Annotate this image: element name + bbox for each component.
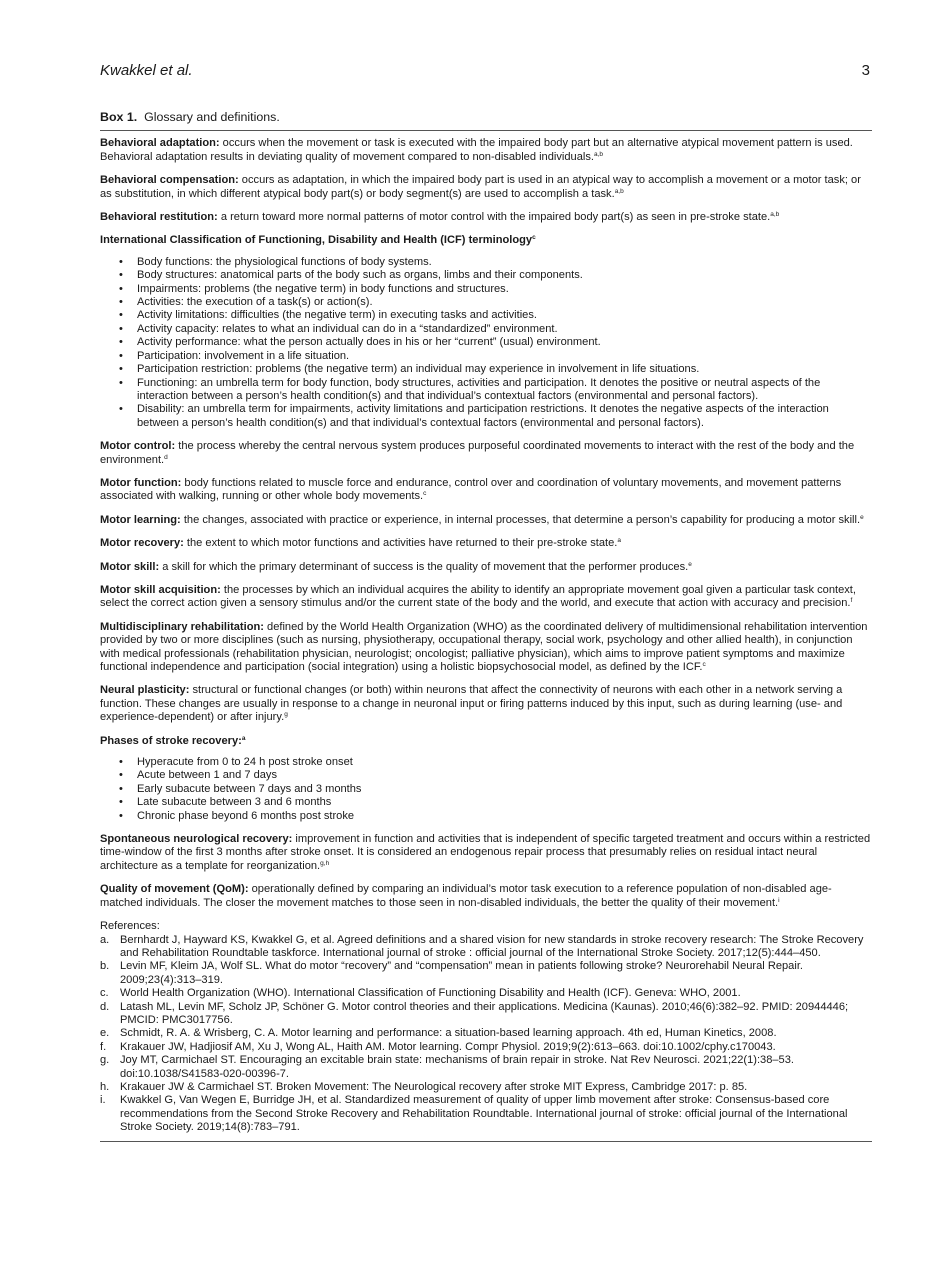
glossary-term: Multidisciplinary rehabilitation: (100, 620, 264, 633)
box-top-rule (100, 130, 872, 131)
glossary-definition: the changes, associated with practice or experience, in internal processes, that determine a person’s capability for producing a motor skill. (180, 513, 861, 526)
phases-list (100, 756, 872, 823)
phases-heading-citation: a (241, 734, 246, 742)
box-label: Box 1. (100, 110, 138, 124)
references-list (100, 934, 872, 1135)
glossary-entry (100, 561, 872, 574)
glossary-definition: body functions related to muscle force and endurance, control over and coordination of voluntary movements, and movement patterns associated with walking, running or other whole body movements. (100, 476, 842, 503)
icf-list-item: • Activity capacity: relates to what an individual can do in a “standardized” environment. (137, 323, 872, 336)
glossary-term: Motor control: (100, 440, 176, 453)
glossary-term: Quality of movement (QoM): (100, 883, 249, 896)
reference-letter: a. (100, 933, 110, 946)
icf-list-item: • Body functions: the physiological functions of body systems. (137, 256, 872, 269)
icf-list-item: • Activities: the execution of a task(s) or action(s). (137, 296, 872, 309)
references-heading: References: (100, 920, 160, 933)
citation-marker: g (284, 711, 288, 719)
glossary-definition: defined by the World Health Organization (WHO) as the coordinated delivery of multidimensional rehabilitation intervention provided by two or more disciplines (such as nursing, physiotherapy, occupational therapy, social work, psychology and other allied health), in conjunction with medical professionals (rehabilitation physician, neurologist; oncologist; palliative physician), which aims to improve patient symptoms and maximize functional independence and participation (social integration) using a holistic biopsychosocial model, as defined by the ICF. (100, 620, 868, 673)
reference-item (100, 960, 872, 987)
reference-text: Schmidt, R. A. & Wrisberg, C. A. Motor learning and performance: a situation-based learning approach. 4th ed, Human Kinetics, 2008. (120, 1027, 777, 1040)
glossary-entry (100, 211, 872, 224)
glossary-entries-mid (100, 440, 872, 725)
icf-list-item: • Participation restriction: problems (the negative term) an individual may experience in involvement in life situations. (137, 363, 872, 376)
glossary-entry (100, 537, 872, 550)
reference-text: Krakauer JW, Hadjiosif AM, Xu J, Wong AL, Haith AM. Motor learning. Compr Physiol. 2019;9(2):613–663. doi:10.1002/cphy.c170043. (120, 1040, 776, 1053)
reference-text: Bernhardt J, Hayward KS, Kwakkel G, et al. Agreed definitions and a shared vision for new standards in stroke recovery research: The Stroke Recovery and Rehabilitation Roundtable taskforce. International journal of stroke : official journal of the International Stroke Society. 2017;12(5):444–450. (120, 933, 864, 959)
icf-heading (100, 234, 872, 247)
glossary-definition: operationally defined by comparing an individual’s motor task execution to a reference population of non-disabled age-matched individuals. The closer the movement matches to those seen in non-disabled individuals, the better the quality of their movement. (100, 883, 832, 909)
glossary-definition: the process whereby the central nervous system produces purposeful coordinated movements to interact with the rest of the body and the environment. (100, 440, 855, 466)
reference-letter: c. (100, 987, 109, 1000)
box-bottom-rule (100, 1141, 872, 1142)
glossary-entry (100, 684, 872, 724)
phases-heading (100, 735, 872, 748)
glossary-definition: structural or functional changes (or both) within neurons that affect the connectivity of neurons with each other in a network serving a function. These changes are usually in response to a change in neuronal input or firing patterns induced by this input, such as during learning (use- and experience-dependent) or after injury. (100, 684, 843, 724)
citation-marker: i (778, 896, 780, 904)
glossary-entries-bottom (100, 833, 872, 910)
reference-item (100, 1054, 872, 1081)
icf-list-item: • Disability: an umbrella term for impairments, activity limitations and participation restrictions. It denotes the negative aspects of the interaction between a person’s health condition(s) and that individual’s contextual factors (environmental and personal factors). (137, 403, 872, 430)
running-header (100, 62, 870, 82)
phase-list-item: • Chronic phase beyond 6 months post stroke (137, 810, 872, 823)
citation-marker: c (423, 490, 427, 498)
glossary-entry (100, 584, 872, 611)
reference-letter: h. (100, 1080, 110, 1093)
citation-marker: c (702, 661, 706, 668)
glossary-term: Motor skill acquisition: (100, 583, 221, 596)
glossary-definition: the extent to which motor functions and activities have returned to their pre-stroke state. (183, 537, 618, 550)
reference-letter: i. (100, 1094, 106, 1107)
phase-list-item: • Hyperacute from 0 to 24 h post stroke onset (137, 756, 872, 769)
glossary-definition: a skill for which the primary determinant of success is the quality of movement that the performer produces. (159, 560, 689, 573)
reference-letter: b. (100, 960, 110, 973)
glossary-definition: improvement in function and activities that is independent of specific targeted treatment and occurs within a restricted time-window of the first 3 months after stroke onset. It is considered an endogenous repair process that presumably relies on residual intact neural architecture as a template for reorganization. (100, 833, 871, 872)
reference-letter: g. (100, 1054, 110, 1067)
citation-marker: g,h (320, 859, 330, 867)
citation-marker: d (164, 453, 168, 461)
reference-item (100, 1027, 872, 1040)
glossary-term: Neural plasticity: (100, 684, 190, 697)
reference-text: Latash ML, Levin MF, Scholz JP, Schöner G. Motor control theories and their applications. Medicina (Kaunas). 2010;46(6):382–92. PMID: 20944446; PMCID: PMC3017756. (120, 1000, 849, 1026)
glossary-definition: occurs as adaptation, in which the impaired body part is used in an atypical way to accomplish a movement or a motor task; or as substitution, in which different atypical body part(s) or body segment(s) are used to accomplish a task. (100, 174, 861, 200)
reference-text: Levin MF, Kleim JA, Wolf SL. What do motor “recovery” and “compensation” mean in patients following stroke? Neurorehabil Neural Repair. 2009;23(4):313–319. (120, 960, 803, 986)
glossary-entry (100, 137, 872, 164)
phase-list-item: • Late subacute between 3 and 6 months (137, 796, 872, 809)
reference-item (100, 1000, 872, 1028)
glossary-entry (100, 514, 872, 527)
glossary-entry (100, 477, 872, 504)
reference-text: Krakauer JW & Carmichael ST. Broken Movement: The Neurological recovery after stroke MIT Express, Cambridge 2017: p. 85. (120, 1080, 748, 1093)
citation-marker: f (850, 597, 853, 605)
icf-list-item: • Body structures: anatomical parts of the body such as organs, limbs and their components. (137, 269, 872, 282)
citation-marker: e (688, 560, 692, 568)
reference-letter: d. (100, 1000, 110, 1013)
phases-heading-text: Phases of stroke recovery: (100, 734, 242, 747)
glossary-term: Behavioral restitution: (100, 211, 218, 224)
reference-letter: f. (100, 1040, 107, 1053)
glossary-term: Motor recovery: (100, 537, 184, 550)
reference-letter: e. (100, 1027, 110, 1040)
icf-list-item: • Activity performance: what the person actually does in his or her “current” (usual) environment. (137, 336, 872, 349)
icf-list-item: • Participation: involvement in a life situation. (137, 350, 872, 363)
icf-list-item: • Impairments: problems (the negative term) in body functions and structures. (137, 283, 872, 296)
citation-marker: a (617, 537, 621, 545)
reference-text: World Health Organization (WHO). International Classification of Functioning Disability and Health (ICF). Geneva: WHO, 2001. (120, 987, 741, 1000)
phase-list-item: • Early subacute between 7 days and 3 months (137, 783, 872, 796)
citation-marker: a,b (770, 211, 780, 219)
glossary-entries-top (100, 137, 872, 224)
reference-item (100, 1094, 872, 1134)
icf-heading-text: International Classification of Functioning, Disability and Health (ICF) terminology (100, 234, 533, 247)
glossary-term: Motor skill: (100, 560, 160, 573)
glossary-term: Behavioral adaptation: (100, 137, 220, 150)
citation-marker: a,b (614, 187, 624, 195)
icf-list-item: • Activity limitations: difficulties (the negative term) in executing tasks and activities. (137, 309, 872, 322)
glossary-definition: a return toward more normal patterns of motor control with the impaired body part(s) as seen in pre-stroke state. (217, 211, 771, 224)
glossary-definition: occurs when the movement or task is executed with the impaired body part but an alternative atypical movement pattern is used. Behavioral adaptation results in deviating quality of movement compared to non-disabled individuals. (100, 137, 853, 163)
citation-marker: e (860, 513, 864, 521)
reference-text: Kwakkel G, Van Wegen E, Burridge JH, et al. Standardized measurement of quality of upper limb movement after stroke: Consensus-based core recommendations from the Second Stroke Recovery and Rehabilitation Roundtable. International journal of stroke: official journal of the International Stroke Society. 2019;14(8):783–791. (120, 1094, 848, 1134)
running-header-author: Kwakkel et al. (100, 62, 193, 79)
glossary-entry (100, 174, 872, 201)
box-title-text: Glossary and definitions. (144, 110, 280, 124)
phase-list-item: • Acute between 1 and 7 days (137, 769, 872, 782)
page-number: 3 (861, 62, 870, 79)
box-title (100, 111, 872, 124)
icf-heading-citation: c (532, 234, 536, 242)
glossary-term: Behavioral compensation: (100, 174, 239, 187)
glossary-entry (100, 833, 872, 873)
icf-list-item: • Functioning: an umbrella term for body function, body structures, activities and participation. It denotes the positive or neutral aspects of the interaction between a person’s health condition(s) and that individual’s contextual factors (environmental and personal factors). (137, 377, 872, 404)
glossary-term: Motor function: (100, 476, 182, 489)
glossary-box (100, 111, 872, 1142)
glossary-entry (100, 883, 872, 910)
glossary-term: Motor learning: (100, 513, 181, 526)
glossary-term: Spontaneous neurological recovery: (100, 833, 293, 846)
glossary-entry (100, 621, 872, 675)
reference-item (100, 933, 872, 961)
citation-marker: a,b (593, 150, 604, 158)
icf-term-list (100, 256, 872, 430)
reference-item (100, 1080, 872, 1094)
reference-item (100, 1040, 872, 1054)
reference-item (100, 987, 872, 1000)
glossary-entry (100, 440, 872, 467)
glossary-definition: the processes by which an individual acquires the ability to identify an appropriate movement goal given a particular task context, select the correct action given a sensory stimulus and/or the current state of the body and the world, and execute that action with accuracy and precision. (100, 583, 856, 610)
reference-text: Joy MT, Carmichael ST. Encouraging an excitable brain state: mechanisms of brain repair in stroke. Nat Rev Neurosci. 2021;22(1):38–53. doi:10.1038/S41583-020-00396-7. (120, 1054, 794, 1080)
